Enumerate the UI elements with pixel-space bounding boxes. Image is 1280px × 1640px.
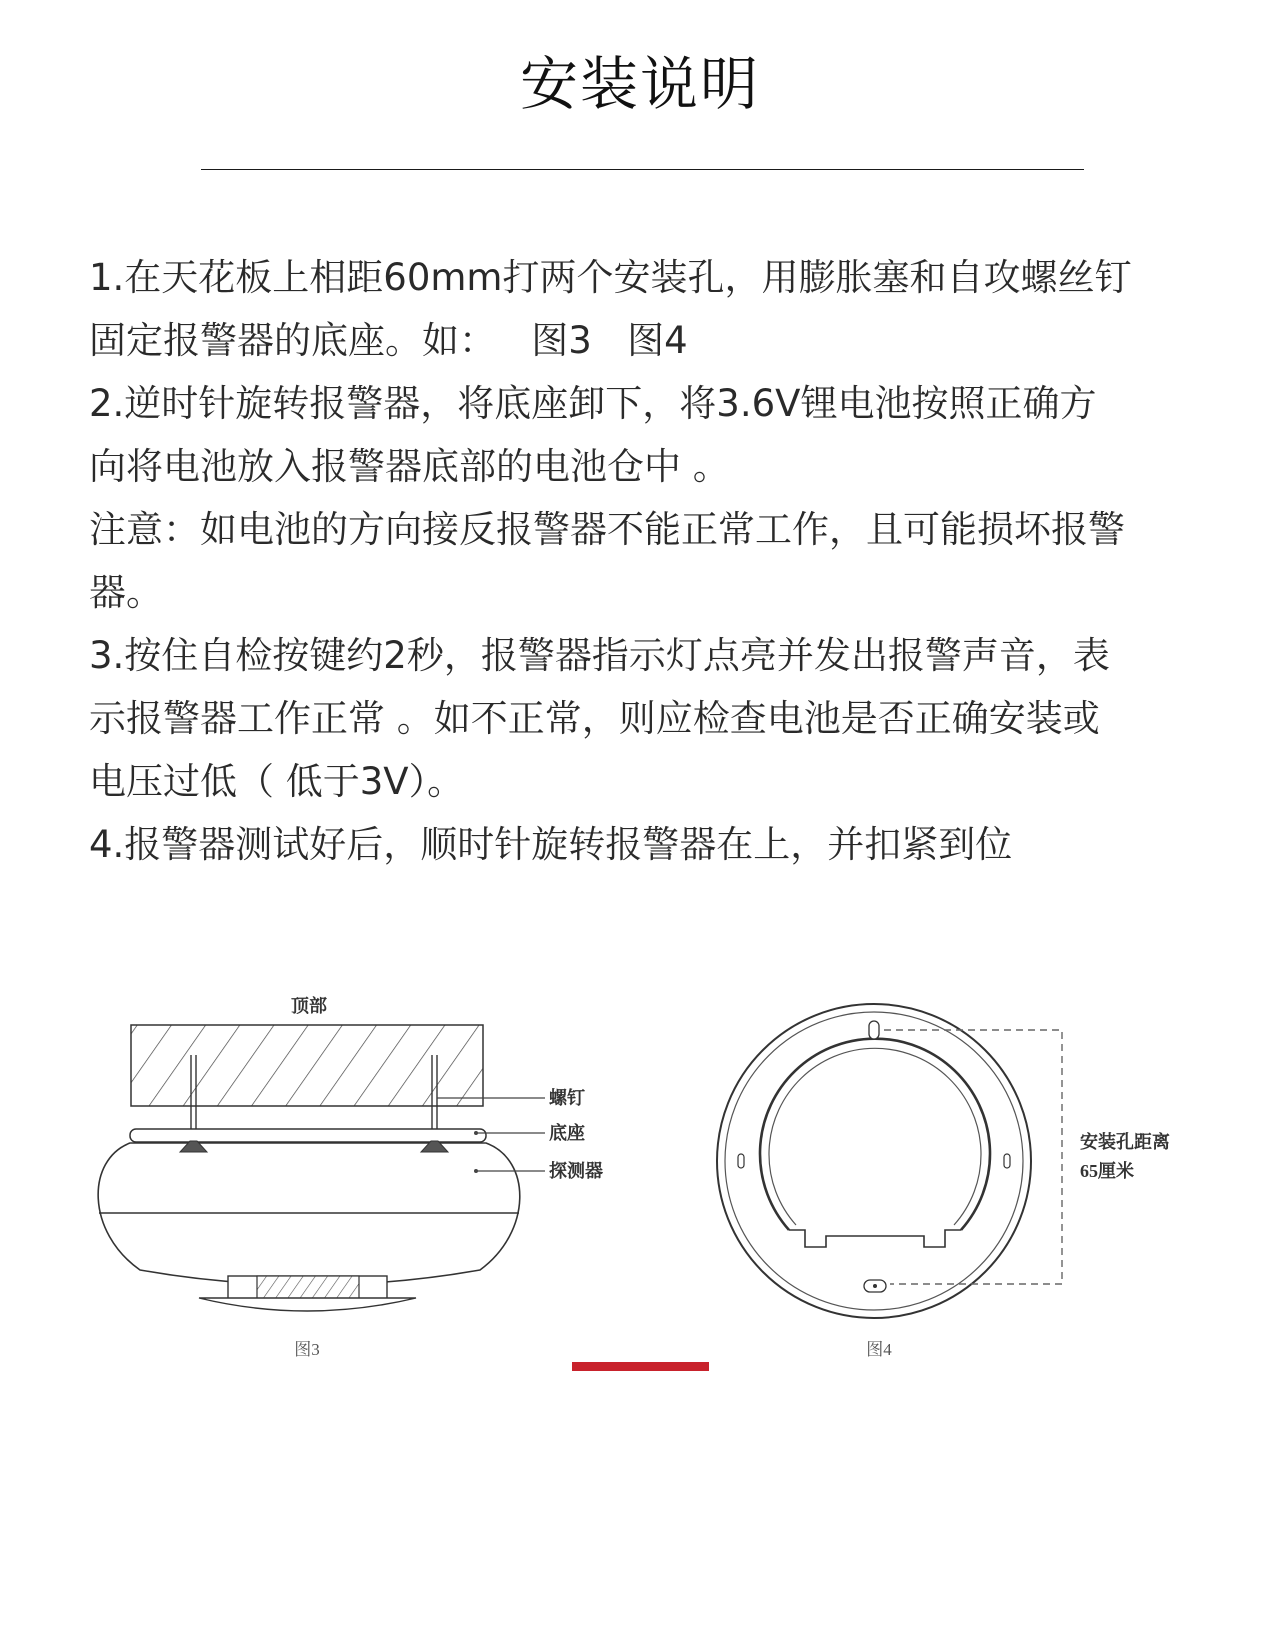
page-title: 安装说明 (519, 50, 760, 118)
hole-distance-value: 65厘米 (1080, 1161, 1134, 1181)
ceiling-label: 顶部 (291, 996, 327, 1016)
detector-body (98, 1143, 520, 1285)
hole-distance-label: 安装孔距离 (1080, 1132, 1170, 1152)
base-outer-ring (717, 1004, 1031, 1318)
step-line: 电压过低（ 低于3V）。 (89, 760, 465, 803)
figure-3-side-view (98, 995, 603, 1359)
accent-bar (572, 1362, 709, 1371)
right-slot (1004, 1154, 1010, 1168)
detector-label: 探测器 (549, 1161, 603, 1181)
figure-4-base-view (717, 1004, 1170, 1359)
step-line: 注意：如电池的方向接反报警器不能正常工作，且可能损坏报警 (89, 508, 1125, 551)
left-slot (738, 1154, 744, 1168)
base-label: 底座 (549, 1123, 585, 1143)
step-line: 4.报警器测试好后，顺时针旋转报警器在上，并扣紧到位 (89, 823, 1013, 866)
step-line: 向将电池放入报警器底部的电池仓中 。 (89, 445, 730, 488)
bottom-hole-dot (873, 1284, 877, 1288)
screw-label: 螺钉 (549, 1088, 585, 1108)
step-line: 固定报警器的底座。如： 图3 图4 (89, 319, 688, 362)
step-line: 示报警器工作正常 。如不正常，则应检查电池是否正确安装或 (89, 697, 1100, 740)
sensor-grille (257, 1276, 359, 1300)
top-mount-hole (869, 1021, 879, 1039)
base-plate (130, 1129, 486, 1142)
ceiling-block (131, 1025, 483, 1106)
figure-3-caption: 图3 (294, 1340, 320, 1359)
step-line: 1.在天花板上相距60mm打两个安装孔，用膨胀塞和自攻螺丝钉 (89, 256, 1132, 299)
step-line: 2.逆时针旋转报警器，将底座卸下，将3.6V锂电池按照正确方 (89, 382, 1097, 425)
bottom-disk (199, 1298, 416, 1311)
step-line: 3.按住自检按键约2秒，报警器指示灯点亮并发出报警声音，表 (89, 634, 1110, 677)
step-line: 器。 (89, 571, 163, 614)
figure-4-caption: 图4 (866, 1340, 892, 1359)
